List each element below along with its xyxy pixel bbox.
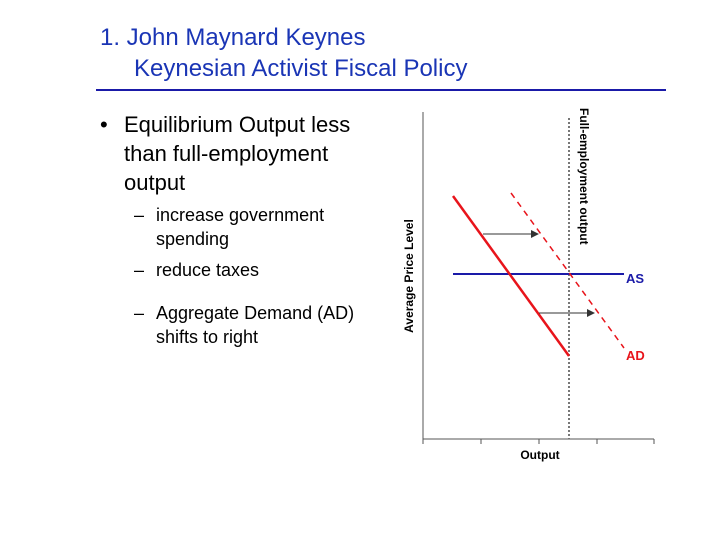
x-axis-label: Output <box>520 448 560 462</box>
y-axis-label: Average Price Level <box>402 219 416 333</box>
ad-curve-original <box>453 196 569 356</box>
full-employment-label: Full-employment output <box>577 108 591 245</box>
bullet-dot-icon: • <box>100 112 108 137</box>
ad-label: AD <box>626 348 645 363</box>
title-line-1: 1. John Maynard Keynes <box>100 24 366 51</box>
dash-icon: – <box>134 303 145 323</box>
title-line-2: Keynesian Activist Fiscal Policy <box>134 55 468 82</box>
ad-curve-shifted <box>511 193 624 348</box>
sub-bullet-text: reduce taxes <box>156 260 260 280</box>
dash-icon: – <box>134 260 145 280</box>
sub-bullet-text: increase government spending <box>156 205 325 249</box>
as-label: AS <box>626 271 645 286</box>
dash-icon: – <box>134 205 145 225</box>
sub-bullet-text: Aggregate Demand (AD) shifts to right <box>156 303 355 347</box>
bullet-text: Equilibrium Output less than full-employment output <box>124 112 351 195</box>
